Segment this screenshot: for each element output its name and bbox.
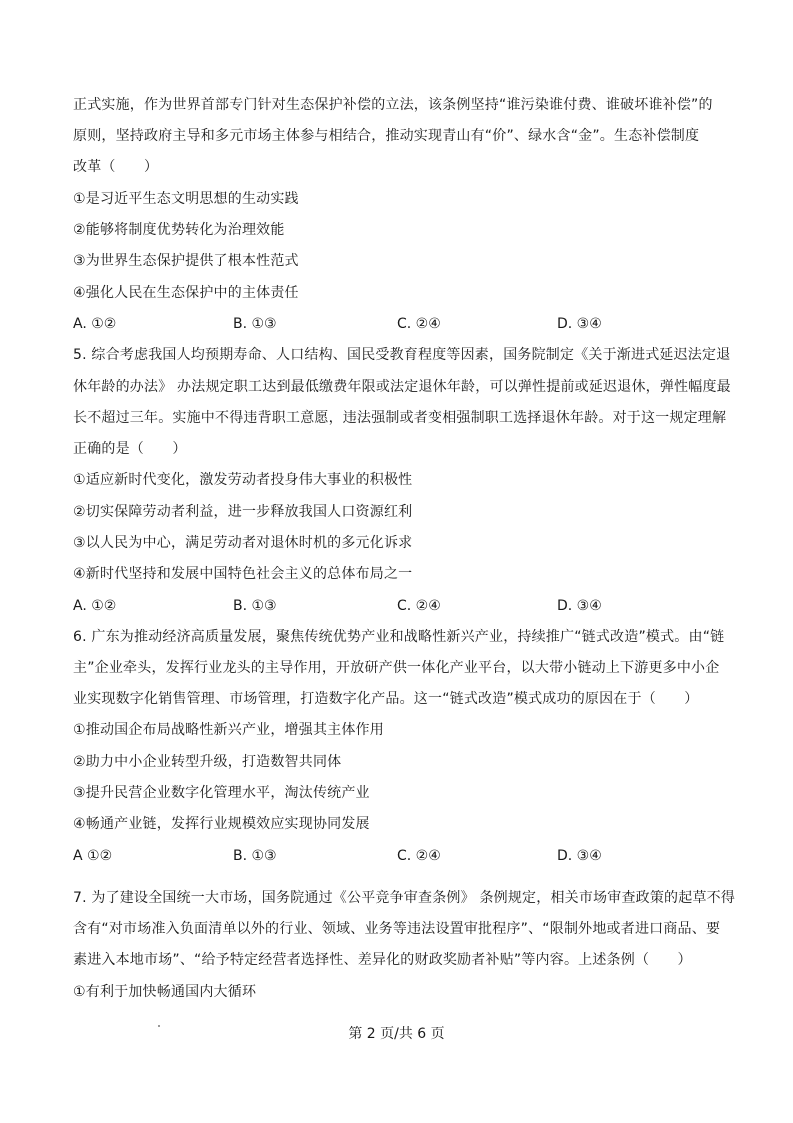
q5-line-3: 长不超过三年。实施中不得违背职工意愿，违法强制或者变相强制职工选择退休年龄。对于这一规定理解: [73, 410, 727, 426]
q5-item-2: ②切实保障劳动者利益，进一步释放我国人口资源红利: [73, 504, 413, 520]
intro-item-3: ③为世界生态保护提供了根本性范式: [73, 253, 299, 269]
q5-option-c: C. ②④: [397, 598, 441, 614]
intro-line-2: 原则，坚持政府主导和多元市场主体参与相结合，推动实现青山有“价”、绿水含“金”。生态补偿制度: [73, 128, 700, 144]
q6-option-a: A ①②: [73, 848, 113, 864]
q5-item-4: ④新时代坚持和发展中国特色社会主义的总体布局之一: [73, 566, 413, 582]
q6-option-d: D. ③④: [557, 848, 602, 864]
q5-item-3: ③以人民为中心，满足劳动者对退休时机的多元化诉求: [73, 535, 413, 551]
intro-option-d: D. ③④: [557, 316, 602, 332]
q6-option-c: C. ②④: [397, 848, 441, 864]
intro-line-3: 改革（ ）: [73, 159, 159, 175]
q5-item-1: ①适应新时代变化，激发劳动者投身伟大事业的积极性: [73, 472, 413, 488]
q7-line-2: 含有“对市场准入负面清单以外的行业、领域、业务等违法设置审批程序”、“限制外地或者进口商品、要: [73, 921, 721, 937]
q5-line-4: 正确的是（ ）: [73, 441, 187, 457]
q6-item-2: ②助力中小企业转型升级，打造数智共同体: [73, 754, 342, 770]
q5-option-d: D. ③④: [557, 598, 602, 614]
page-number-footer: 第 2 页/共 6 页: [348, 1026, 445, 1042]
q6-line-2: 主”企业牵头，发挥行业龙头的主导作用，开放研产供一体化产业平台，以大带小链动上下游更多中小企: [73, 660, 720, 676]
intro-item-2: ②能够将制度优势转化为治理效能: [73, 222, 285, 238]
intro-option-a: A. ①②: [73, 316, 117, 332]
q5-option-a: A. ①②: [73, 598, 117, 614]
intro-option-b: B. ①③: [233, 316, 277, 332]
q6-option-b: B. ①③: [233, 848, 277, 864]
q7-line-3: 素进入本地市场”、“给予特定经营者选择性、差异化的财政奖励者补贴”等内容。上述条例（ ）: [73, 952, 692, 968]
q7-item-1: ①有利于加快畅通国内大循环: [73, 984, 257, 1000]
q6-line-1: 6. 广东为推动经济高质量发展，聚焦传统优势产业和战略性新兴产业，持续推广“链式改造”模式。由“链: [73, 629, 725, 645]
intro-item-1: ①是习近平生态文明思想的生动实践: [73, 191, 299, 207]
q6-line-3: 业实现数字化销售管理、市场管理，打造数字化产品。这一“链式改造”模式成功的原因在于（ ）: [73, 691, 699, 707]
q6-item-1: ①推动国企布局战略性新兴产业，增强其主体作用: [73, 722, 384, 738]
intro-item-4: ④强化人民在生态保护中的主体责任: [73, 285, 299, 301]
q6-item-3: ③提升民营企业数字化管理水平，淘汰传统产业: [73, 785, 370, 801]
q5-line-2: 休年龄的办法》 办法规定职工达到最低缴费年限或法定退休年龄，可以弹性提前或延迟退休，弹性幅度最: [73, 379, 731, 395]
q5-option-b: B. ①③: [233, 598, 277, 614]
q6-item-4: ④畅通产业链，发挥行业规模效应实现协同发展: [73, 816, 370, 832]
q7-line-1: 7. 为了建设全国统一大市场，国务院通过《公平竞争审查条例》 条例规定，相关市场审查政策的起草不得: [73, 890, 736, 906]
intro-line-1: 正式实施，作为世界首部专门针对生态保护补偿的立法，该条例坚持“谁污染谁付费、谁破坏谁补偿”的: [73, 97, 713, 113]
intro-option-c: C. ②④: [397, 316, 441, 332]
q5-line-1: 5. 综合考虑我国人均预期寿命、人口结构、国民受教育程度等因素，国务院制定《关于渐进式延迟法定退: [73, 347, 731, 363]
